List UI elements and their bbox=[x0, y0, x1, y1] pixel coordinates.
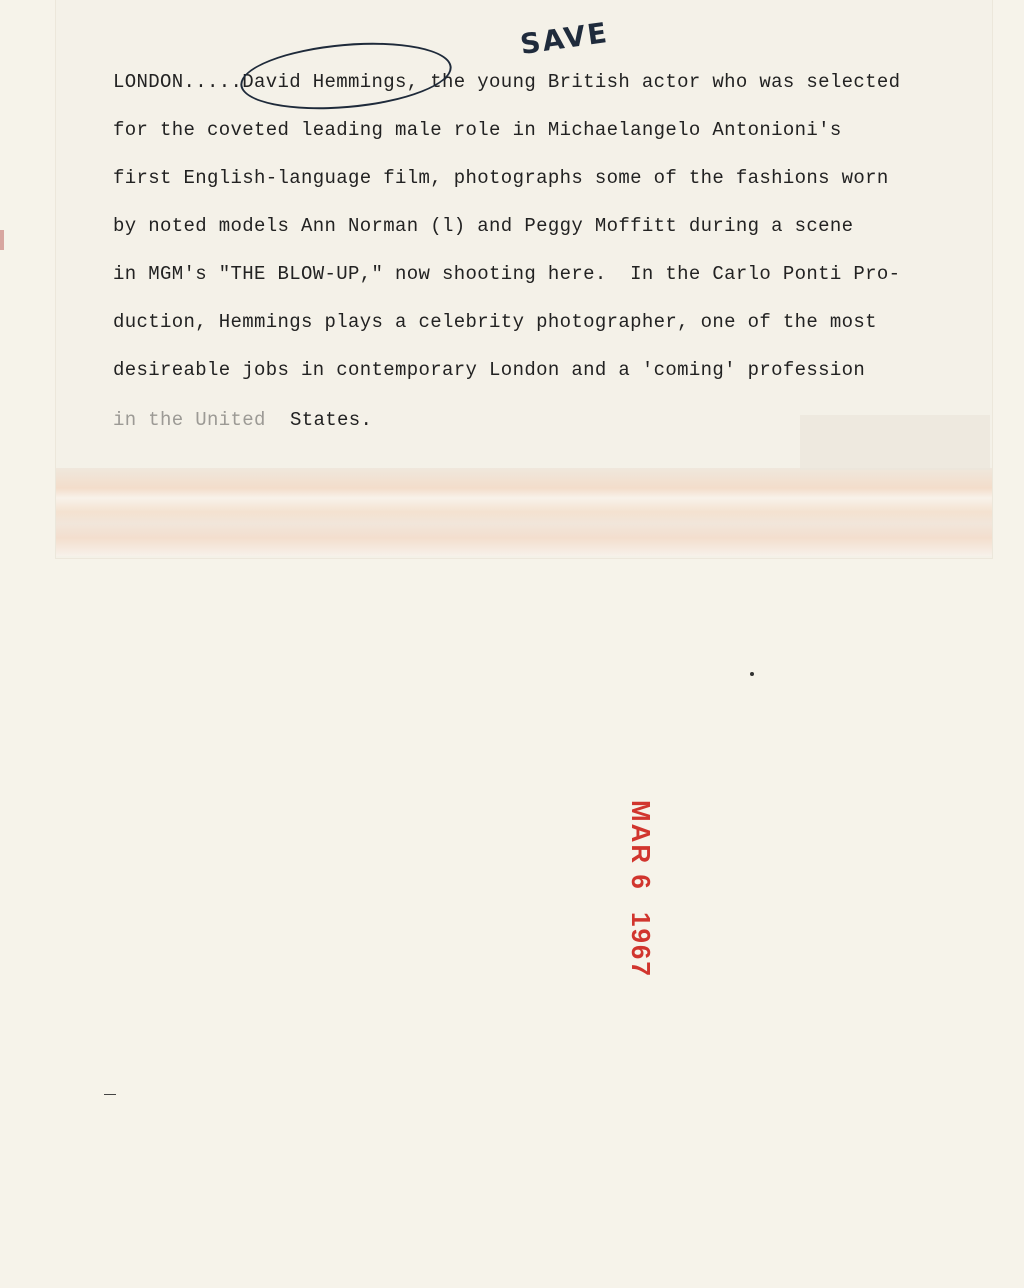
caption-line-8-end: States. bbox=[290, 409, 373, 431]
tape-residue bbox=[56, 468, 992, 556]
caption-line-5: in MGM's "THE BLOW-UP," now shooting here. In the Carlo Ponti Pro- bbox=[113, 263, 901, 285]
caption-line-1: LONDON.....David Hemmings, the young British actor who was selected bbox=[113, 71, 901, 93]
speck bbox=[750, 672, 754, 676]
caption-line-4: by noted models Ann Norman (l) and Peggy Moffitt during a scene bbox=[113, 215, 854, 237]
pencil-mark bbox=[104, 1094, 116, 1095]
caption-line-7: desireable jobs in contemporary London and a 'coming' profession bbox=[113, 359, 866, 381]
edge-mark bbox=[0, 230, 4, 250]
stamp-month-day: MAR 6 bbox=[626, 800, 656, 891]
caption-line-3: first English-language film, photographs some of the fashions worn bbox=[113, 167, 889, 189]
stamp-year: 1967 bbox=[626, 912, 656, 978]
caption-line-6: duction, Hemmings plays a celebrity photographer, one of the most bbox=[113, 311, 877, 333]
caption-line-8-faded: in the United bbox=[113, 409, 266, 431]
caption-line-2: for the coveted leading male role in Michaelangelo Antonioni's bbox=[113, 119, 842, 141]
handwritten-save-note: SAVE bbox=[518, 15, 611, 62]
tape-patch bbox=[800, 415, 990, 470]
